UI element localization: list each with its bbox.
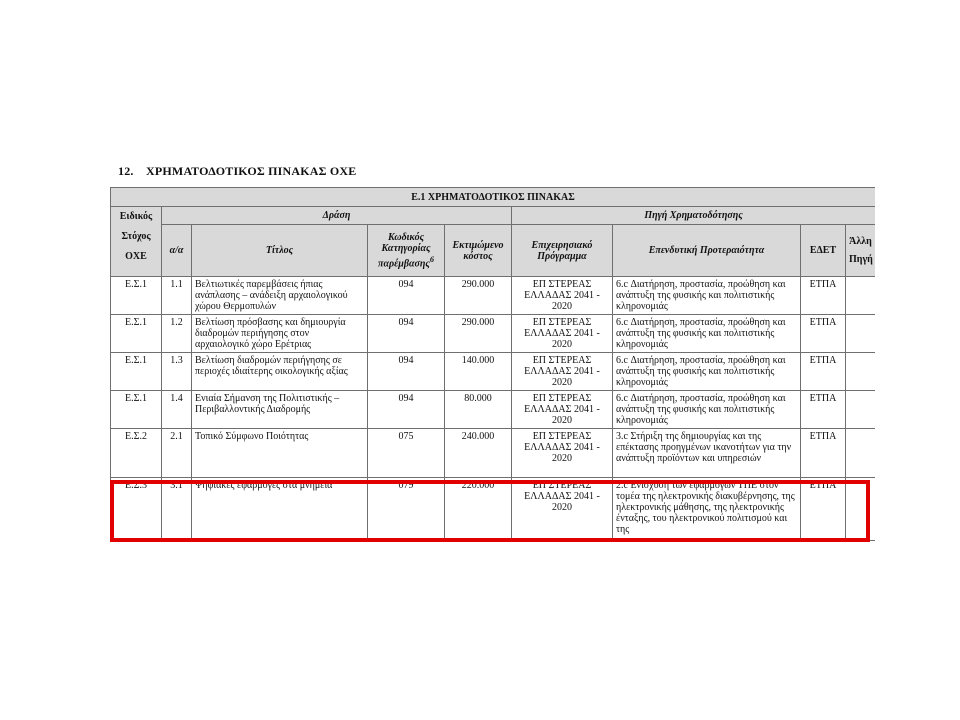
cell-other bbox=[846, 391, 876, 429]
cell-title: Βελτίωση διαδρομών περιήγησης σε περιοχές ιδιαίτερης οικολογικής αξίας bbox=[192, 353, 368, 391]
cell-cost: 80.000 bbox=[445, 391, 512, 429]
header-category-sup: 6 bbox=[429, 254, 434, 264]
header-goal-line1: Ειδικός bbox=[119, 211, 153, 222]
cell-priority: 6.c Διατήρηση, προστασία, προώθηση και ανάπτυξη της φυσικής και πολιτιστικής κληρονομιάς bbox=[613, 353, 801, 391]
cell-edet: ΕΤΠΑ bbox=[801, 391, 846, 429]
cell-aa: 2.1 bbox=[162, 429, 192, 478]
section-number: 12. bbox=[118, 164, 134, 178]
cell-cost: 290.000 bbox=[445, 315, 512, 353]
table-caption: Ε.1 ΧΡΗΜΑΤΟΔΟΤΙΚΟΣ ΠΙΝΑΚΑΣ bbox=[111, 188, 876, 207]
cell-edet: ΕΤΠΑ bbox=[801, 315, 846, 353]
cell-edet: ΕΤΠΑ bbox=[801, 353, 846, 391]
cell-title: Βελτίωση πρόσβασης και δημιουργία διαδρομών περιήγησης στον αρχαιολογικό χώρο Ερέτριας bbox=[192, 315, 368, 353]
cell-goal: Ε.Σ.3 bbox=[111, 478, 162, 541]
header-goal-line2: Στόχος bbox=[121, 231, 151, 242]
highlight-box bbox=[110, 480, 870, 542]
cell-other bbox=[846, 353, 876, 391]
header-funding-source: Πηγή Χρηματοδότησης bbox=[512, 207, 876, 225]
header-edet: ΕΔΕΤ bbox=[801, 225, 846, 277]
cell-cost: 290.000 bbox=[445, 277, 512, 315]
cell-other bbox=[846, 429, 876, 478]
cell-code: 094 bbox=[368, 315, 445, 353]
header-other-line1: Άλλη bbox=[849, 235, 872, 247]
cell-program: ΕΠ ΣΤΕΡΕΑΣ ΕΛΛΑΔΑΣ 2041 - 2020 bbox=[512, 277, 613, 315]
table-row bbox=[111, 277, 876, 315]
header-goal bbox=[111, 207, 162, 277]
cell-program: ΕΠ ΣΤΕΡΕΑΣ ΕΛΛΑΔΑΣ 2041 - 2020 bbox=[512, 429, 613, 478]
cell-title: Βελτιωτικές παρεμβάσεις ήπιας ανάπλασης – ανάδειξη αρχαιολογικού χώρου Θερμοπυλών bbox=[192, 277, 368, 315]
cell-code: 079 bbox=[368, 478, 445, 541]
cell-title: Ενιαία Σήμανση της Πολιτιστικής – Περιβαλλοντικής Διαδρομής bbox=[192, 391, 368, 429]
cell-cost: 240.000 bbox=[445, 429, 512, 478]
table-row bbox=[111, 353, 876, 391]
header-action: Δράση bbox=[162, 207, 512, 225]
table-row bbox=[111, 391, 876, 429]
cell-priority: 6.c Διατήρηση, προστασία, προώθηση και ανάπτυξη της φυσικής και πολιτιστικής κληρονομιάς bbox=[613, 315, 801, 353]
cell-aa: 1.2 bbox=[162, 315, 192, 353]
header-title: Τίτλος bbox=[192, 225, 368, 277]
cell-priority: 2.c Ενίσχυση των εφαρμογών ΤΠΕ στον τομέα της ηλεκτρονικής διακυβέρνησης, της ηλεκτρονικής μάθησης, της ηλεκτρονικής ένταξης, του ηλεκτρονικού πολιτισμού και της bbox=[613, 478, 801, 541]
cell-other bbox=[846, 277, 876, 315]
cell-title: Ψηφιακές εφαρμογές στα μνημεία bbox=[192, 478, 368, 541]
header-aa: α/α bbox=[162, 225, 192, 277]
cell-priority: 3.c Στήριξη της δημιουργίας και της επέκτασης προηγμένων ικανοτήτων για την ανάπτυξη προϊόντων και υπηρεσιών bbox=[613, 429, 801, 478]
cell-program: ΕΠ ΣΤΕΡΕΑΣ ΕΛΛΑΔΑΣ 2041 - 2020 bbox=[512, 478, 613, 541]
cell-aa: 1.3 bbox=[162, 353, 192, 391]
cell-aa: 1.1 bbox=[162, 277, 192, 315]
table-row bbox=[111, 315, 876, 353]
cell-program: ΕΠ ΣΤΕΡΕΑΣ ΕΛΛΑΔΑΣ 2041 - 2020 bbox=[512, 391, 613, 429]
header-priority: Επενδυτική Προτεραιότητα bbox=[613, 225, 801, 277]
cell-edet: ΕΤΠΑ bbox=[801, 429, 846, 478]
header-category-code-text: Κωδικός Κατηγορίας παρέμβασης bbox=[378, 231, 431, 270]
cell-edet: ΕΤΠΑ bbox=[801, 478, 846, 541]
header-estimated-cost: Εκτιμώμενο κόστος bbox=[445, 225, 512, 277]
table-row bbox=[111, 429, 876, 478]
header-program: Επιχειρησιακό Πρόγραμμα bbox=[512, 225, 613, 277]
header-other-line2: Πηγή bbox=[849, 253, 873, 265]
cell-title: Τοπικό Σύμφωνο Ποιότητας bbox=[192, 429, 368, 478]
section-title: ΧΡΗΜΑΤΟΔΟΤΙΚΟΣ ΠΙΝΑΚΑΣ ΟΧΕ bbox=[146, 164, 357, 178]
cell-goal: Ε.Σ.1 bbox=[111, 315, 162, 353]
cell-aa: 1.4 bbox=[162, 391, 192, 429]
cell-goal: Ε.Σ.1 bbox=[111, 277, 162, 315]
cell-priority: 6.c Διατήρηση, προστασία, προώθηση και ανάπτυξη της φυσικής και πολιτιστικής κληρονομιάς bbox=[613, 277, 801, 315]
cell-aa: 3.1 bbox=[162, 478, 192, 541]
cell-code: 094 bbox=[368, 391, 445, 429]
cell-program: ΕΠ ΣΤΕΡΕΑΣ ΕΛΛΑΔΑΣ 2041 - 2020 bbox=[512, 353, 613, 391]
header-goal-line3: ΟΧΕ bbox=[125, 251, 147, 262]
cell-code: 075 bbox=[368, 429, 445, 478]
cell-code: 094 bbox=[368, 353, 445, 391]
cell-other bbox=[846, 315, 876, 353]
cell-edet: ΕΤΠΑ bbox=[801, 277, 846, 315]
cell-code: 094 bbox=[368, 277, 445, 315]
cell-goal: Ε.Σ.1 bbox=[111, 353, 162, 391]
cell-priority: 6.c Διατήρηση, προστασία, προώθηση και ανάπτυξη της φυσικής και πολιτιστικής κληρονομιάς bbox=[613, 391, 801, 429]
cell-goal: Ε.Σ.1 bbox=[111, 391, 162, 429]
header-other-source bbox=[846, 225, 876, 277]
cell-program: ΕΠ ΣΤΕΡΕΑΣ ΕΛΛΑΔΑΣ 2041 - 2020 bbox=[512, 315, 613, 353]
header-category-code bbox=[368, 225, 445, 277]
cell-cost: 140.000 bbox=[445, 353, 512, 391]
section-heading bbox=[118, 164, 357, 179]
cell-goal: Ε.Σ.2 bbox=[111, 429, 162, 478]
cell-cost: 220.000 bbox=[445, 478, 512, 541]
